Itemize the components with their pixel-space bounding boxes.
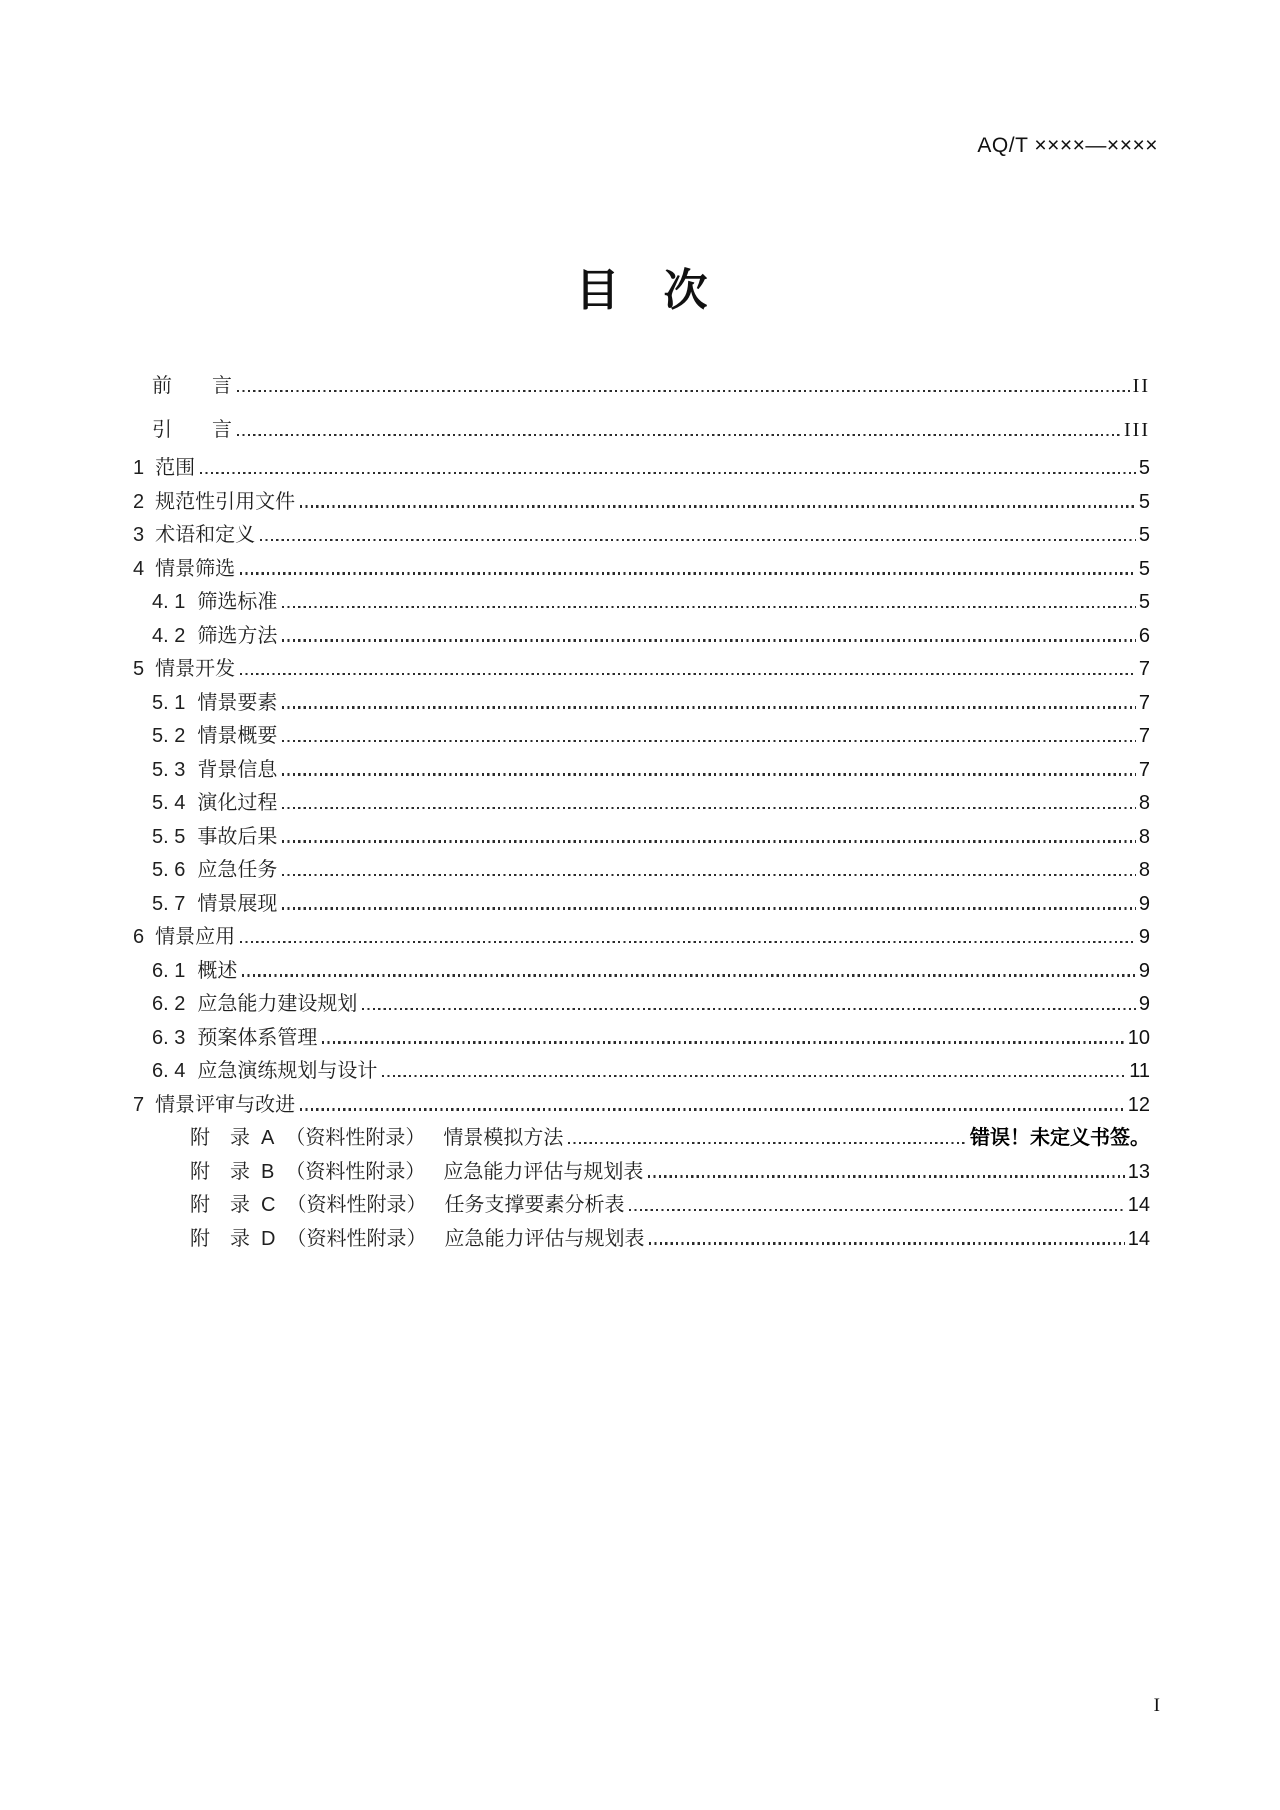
entry-title: 情景评审与改进: [155, 1093, 296, 1116]
entry-title: 情景概要: [197, 725, 278, 747]
toc-entry[interactable]: [133, 519, 1150, 553]
toc-entry-page: 5: [1138, 524, 1150, 546]
appendix-title: 任务支撑要素分析表: [444, 1194, 625, 1216]
dot-leader: [362, 1008, 1136, 1010]
appendix-note: （资料性附录）: [285, 1127, 426, 1149]
entry-title: 术语和定义: [155, 524, 256, 546]
toc-entry-label: [190, 1122, 563, 1156]
entry-title: 概述: [197, 959, 238, 982]
entry-number: 5. 6: [152, 859, 186, 881]
toc-entry-label: [133, 921, 235, 955]
entry-number: 4: [133, 557, 145, 580]
toc-entry[interactable]: [133, 854, 1150, 888]
toc-entry-page: 9: [1138, 892, 1150, 915]
dot-leader: [282, 606, 1136, 608]
toc-entry-label: [152, 1022, 317, 1056]
toc-entry-label: 引 言: [152, 419, 232, 441]
entry-number: 5: [133, 658, 145, 680]
toc-entry-page: 错误！未定义书签。: [970, 1127, 1150, 1149]
entry-number: 4. 2: [152, 624, 186, 647]
toc-entry[interactable]: [133, 1223, 1150, 1257]
toc-entry-page: 13: [1127, 1160, 1150, 1183]
dot-leader: [282, 840, 1136, 842]
toc-entry[interactable]: [133, 754, 1150, 788]
entry-title: 背景信息: [197, 758, 278, 781]
entry-title: 应急任务: [197, 859, 278, 881]
dot-leader: [240, 572, 1136, 574]
toc-entry-page: 5: [1138, 490, 1150, 513]
toc-entry-page: 5: [1138, 591, 1150, 613]
toc-entry-label: [152, 754, 277, 788]
toc-entry[interactable]: [133, 486, 1150, 520]
appendix-note: （资料性附录）: [285, 1160, 426, 1183]
dot-leader: [282, 706, 1136, 708]
dot-leader: [282, 807, 1136, 809]
appendix-prefix: 附 录: [190, 1127, 250, 1149]
toc-entry-page: 7: [1138, 691, 1150, 714]
toc-entry[interactable]: [133, 720, 1150, 754]
toc-entry-label: [190, 1189, 624, 1223]
appendix-title: 情景模拟方法: [443, 1127, 564, 1149]
toc-entry[interactable]: [133, 364, 1150, 408]
toc-entry-label: [133, 1089, 295, 1123]
entry-title: 预案体系管理: [197, 1026, 318, 1049]
appendix-title: 应急能力评估与规划表: [443, 1160, 644, 1183]
toc-entry-page: III: [1124, 419, 1150, 441]
toc-entry[interactable]: [133, 1156, 1150, 1190]
entry-number: 6: [133, 926, 145, 948]
entry-title: 情景开发: [155, 658, 236, 680]
entry-number: 5. 2: [152, 725, 186, 747]
toc-entry-page: 7: [1138, 758, 1150, 781]
entry-number: 6. 4: [152, 1060, 186, 1082]
entry-title: 应急能力建设规划: [197, 993, 358, 1015]
toc-entry-label: [133, 452, 195, 486]
appendix-letter: B: [261, 1160, 275, 1183]
entry-title: 演化过程: [197, 792, 278, 814]
dot-leader: [282, 874, 1136, 876]
dot-leader: [649, 1242, 1124, 1244]
toc-entry[interactable]: [133, 921, 1150, 955]
entry-number: 5. 4: [152, 792, 186, 814]
dot-leader: [648, 1175, 1124, 1177]
entry-number: 5. 1: [152, 691, 186, 714]
toc-entry-label: [152, 821, 277, 855]
toc-entry-page: 8: [1138, 792, 1150, 814]
dot-leader: [300, 1108, 1125, 1110]
entry-number: 6. 1: [152, 959, 186, 982]
appendix-prefix: 附 录: [190, 1160, 250, 1183]
entry-title: 规范性引用文件: [155, 490, 296, 513]
dot-leader: [240, 941, 1136, 943]
dot-leader: [237, 434, 1121, 436]
appendix-prefix: 附 录: [190, 1194, 250, 1216]
dot-leader: [282, 907, 1136, 909]
toc-entry-page: 5: [1138, 557, 1150, 580]
entry-title: 事故后果: [197, 825, 278, 848]
toc-entry-page: 6: [1138, 624, 1150, 647]
entry-title: 应急演练规划与设计: [197, 1060, 378, 1082]
toc-entry[interactable]: [133, 787, 1150, 821]
entry-title: 范围: [155, 457, 196, 479]
toc-entry-page: 14: [1127, 1194, 1150, 1216]
toc-entry-label: [152, 955, 237, 989]
toc-entry-label: [133, 553, 235, 587]
toc-entry[interactable]: [133, 1022, 1150, 1056]
toc-entry-page: 5: [1138, 457, 1150, 479]
toc-entry[interactable]: [133, 1089, 1150, 1123]
dot-leader: [282, 639, 1136, 641]
toc-entry-page: 14: [1127, 1227, 1150, 1250]
toc-entry[interactable]: [133, 1189, 1150, 1223]
toc-entry-page: II: [1132, 375, 1150, 397]
toc-entry-page: 9: [1138, 926, 1150, 948]
appendix-note: （资料性附录）: [286, 1227, 427, 1250]
toc-entry-label: [190, 1156, 643, 1190]
dot-leader: [322, 1041, 1124, 1043]
dot-leader: [242, 974, 1136, 976]
dot-leader: [568, 1142, 967, 1144]
toc-entry[interactable]: [133, 620, 1150, 654]
appendix-note: （资料性附录）: [286, 1194, 427, 1216]
footer-page-number: I: [1153, 1695, 1160, 1716]
toc-entry-label: 前 言: [152, 375, 232, 397]
toc-entry[interactable]: [133, 988, 1150, 1022]
toc-entry-page: 9: [1138, 993, 1150, 1015]
entry-number: 7: [133, 1093, 145, 1116]
toc-entry-label: [152, 1055, 377, 1089]
appendix-letter: D: [261, 1227, 276, 1250]
dot-leader: [260, 539, 1136, 541]
toc-entry-page: 7: [1138, 658, 1150, 680]
toc-entry-label: [152, 620, 277, 654]
toc-entry-label: [152, 854, 277, 888]
toc-entry-label: [190, 1223, 644, 1257]
toc-entry[interactable]: [133, 687, 1150, 721]
toc-entry-label: [152, 787, 277, 821]
entry-number: 4. 1: [152, 591, 186, 613]
entry-number: 6. 2: [152, 993, 186, 1015]
toc-entry[interactable]: [133, 586, 1150, 620]
appendix-letter: C: [261, 1194, 276, 1216]
dot-leader: [382, 1075, 1126, 1077]
toc-entry[interactable]: [133, 408, 1150, 452]
toc-entry[interactable]: [133, 888, 1150, 922]
toc-entry[interactable]: [133, 1055, 1150, 1089]
toc-entry[interactable]: [133, 821, 1150, 855]
toc-entry[interactable]: [133, 452, 1150, 486]
toc-entry-page: 10: [1127, 1026, 1150, 1049]
entry-number: 3: [133, 524, 145, 546]
entry-title: 情景要素: [197, 691, 278, 714]
toc-entry-label: [133, 653, 235, 687]
entry-number: 5. 3: [152, 758, 186, 781]
toc-entry[interactable]: [133, 553, 1150, 587]
toc-entry-label: [152, 687, 277, 721]
entry-number: 5. 5: [152, 825, 186, 848]
dot-leader: [629, 1209, 1124, 1211]
entry-title: 情景应用: [155, 926, 236, 948]
dot-leader: [240, 673, 1136, 675]
dot-leader: [300, 505, 1136, 507]
page-title: 目 次: [575, 266, 708, 315]
entry-number: 2: [133, 490, 145, 513]
dot-leader: [200, 472, 1136, 474]
toc-entry-label: [152, 888, 277, 922]
toc-entry[interactable]: [133, 1122, 1150, 1156]
toc-entry-page: 8: [1138, 859, 1150, 881]
toc-entry-label: [133, 519, 255, 553]
toc-entry-label: [152, 720, 277, 754]
appendix-title: 应急能力评估与规划表: [444, 1227, 645, 1250]
entry-title: 筛选标准: [197, 591, 278, 613]
toc-entry-page: 11: [1129, 1060, 1150, 1082]
toc-entry[interactable]: [133, 653, 1150, 687]
entry-number: 5. 7: [152, 892, 186, 915]
dot-leader: [282, 773, 1136, 775]
dot-leader: [282, 740, 1136, 742]
appendix-prefix: 附 录: [190, 1227, 250, 1250]
dot-leader: [237, 390, 1130, 392]
toc-entry-label: [133, 486, 295, 520]
toc-entry-label: [152, 586, 277, 620]
table-of-contents: [133, 364, 1150, 1256]
entry-title: 情景展现: [197, 892, 278, 915]
entry-title: 情景筛选: [155, 557, 236, 580]
toc-entry-page: 8: [1138, 825, 1150, 848]
toc-entry-page: 9: [1138, 959, 1150, 982]
toc-entry-page: 7: [1138, 725, 1150, 747]
toc-rows: [133, 364, 1150, 1256]
toc-entry-page: 12: [1127, 1093, 1150, 1116]
appendix-letter: A: [261, 1127, 275, 1149]
toc-entry-label: [152, 988, 357, 1022]
toc-entry[interactable]: [133, 955, 1150, 989]
document-code-header: AQ/T ××××—××××: [977, 134, 1158, 157]
entry-number: 1: [133, 457, 145, 479]
entry-title: 筛选方法: [197, 624, 278, 647]
entry-number: 6. 3: [152, 1026, 186, 1049]
